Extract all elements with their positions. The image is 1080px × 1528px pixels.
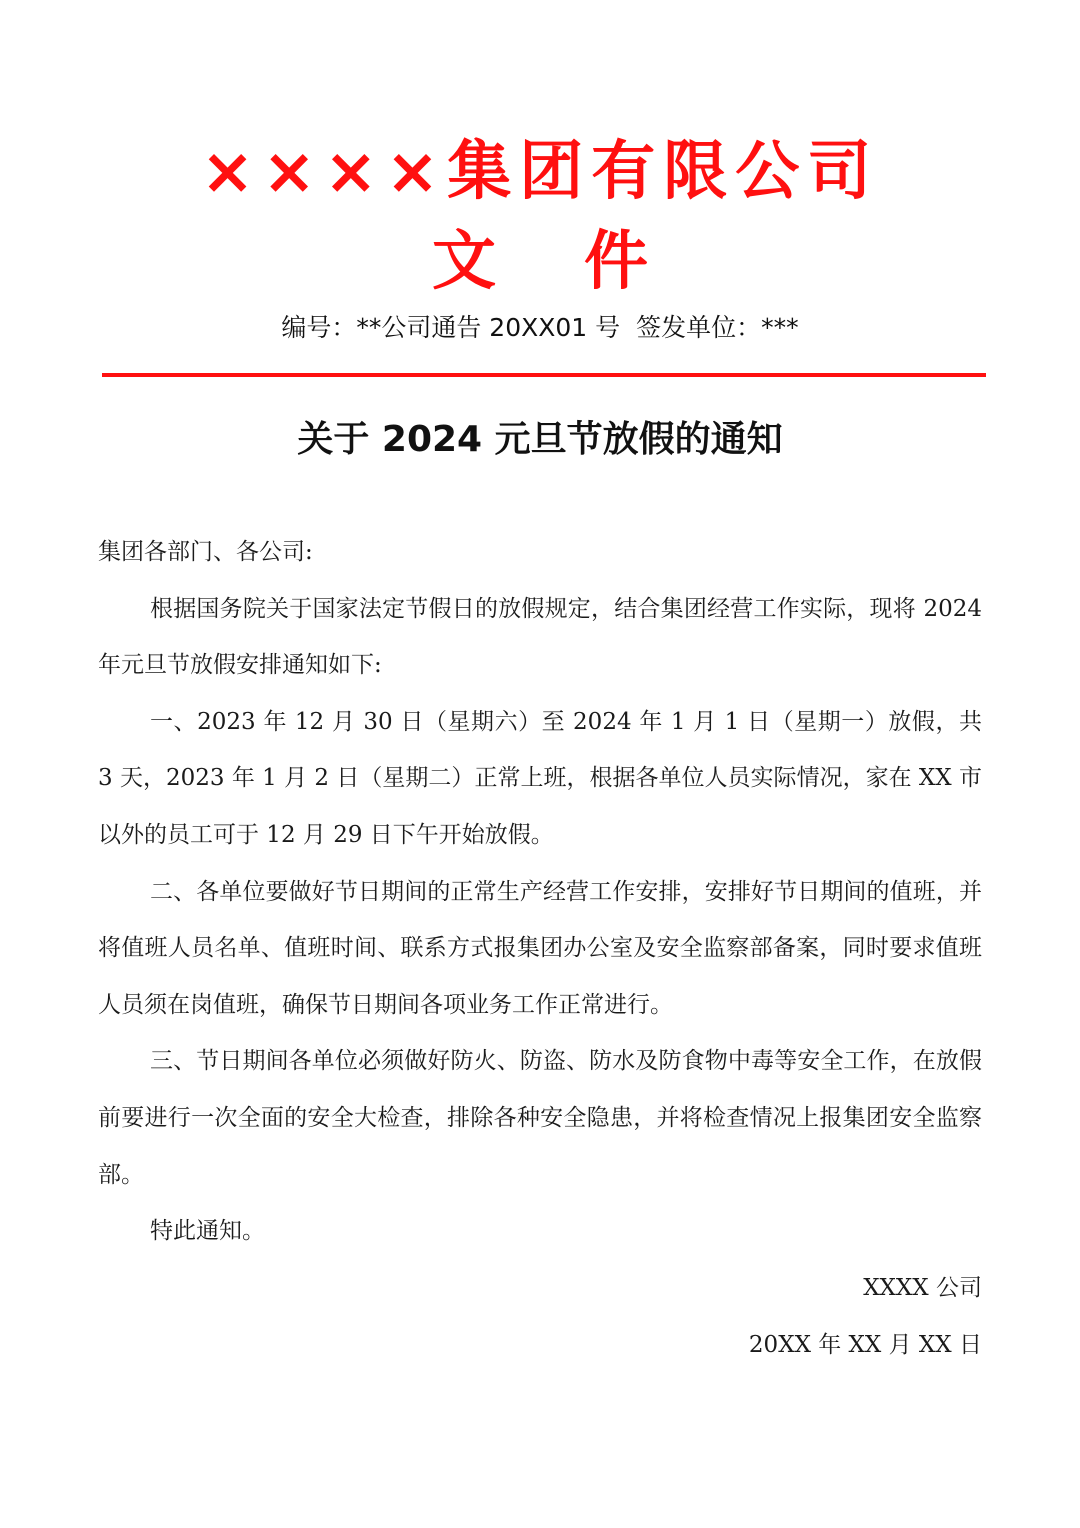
signature-date: 20XX 年 XX 月 XX 日 (748, 1332, 982, 1358)
document-number-line (0, 308, 1080, 348)
signature-company: XXXX 公司 (863, 1275, 982, 1301)
document-type-char-1: 文 (432, 225, 496, 299)
paragraph-item-2: 二、各单位要做好节日期间的正常生产经营工作安排，安排好节日期间的值班，并将值班人员名单、值班时间、联系方式报集团办公室及安全监察部备案，同时要求值班人员须在岗值班，确保节日期间各项业务工作正常进行。 (98, 878, 982, 1018)
notice-body (98, 524, 982, 1260)
organization-header: ××××集团有限公司 (200, 135, 880, 209)
notice-title: 关于 2024 元旦节放假的通知 (297, 419, 783, 460)
document-type-char-2: 件 (584, 225, 648, 299)
paragraph-closing: 特此通知。 (150, 1218, 265, 1245)
paragraph-item-1: 一、2023 年 12 月 30 日（星期六）至 2024 年 1 月 1 日（星期一）放假，共 3 天，2023 年 1 月 2 日（星期二）正常上班，根据各单位人员实际情况，家在 XX 市以外的员工可于 12 月 29 日下午开始放假。 (98, 708, 982, 848)
red-header-divider (102, 373, 986, 377)
paragraph-intro: 根据国务院关于国家法定节假日的放假规定，结合集团经营工作实际，现将 2024 年元旦节放假安排通知如下: (98, 595, 982, 679)
document-number: 编号：**公司通告 20XX01 号 (281, 313, 621, 342)
paragraph-item-3: 三、节日期间各单位必须做好防火、防盗、防水及防食物中毒等安全工作，在放假前要进行一次全面的安全大检查，排除各种安全隐患，并将检查情况上报集团安全监察部。 (98, 1048, 982, 1188)
salutation: 集团各部门、各公司: (98, 539, 313, 565)
document-type-header (0, 222, 1080, 302)
issuing-unit: 签发单位：*** (636, 313, 799, 342)
